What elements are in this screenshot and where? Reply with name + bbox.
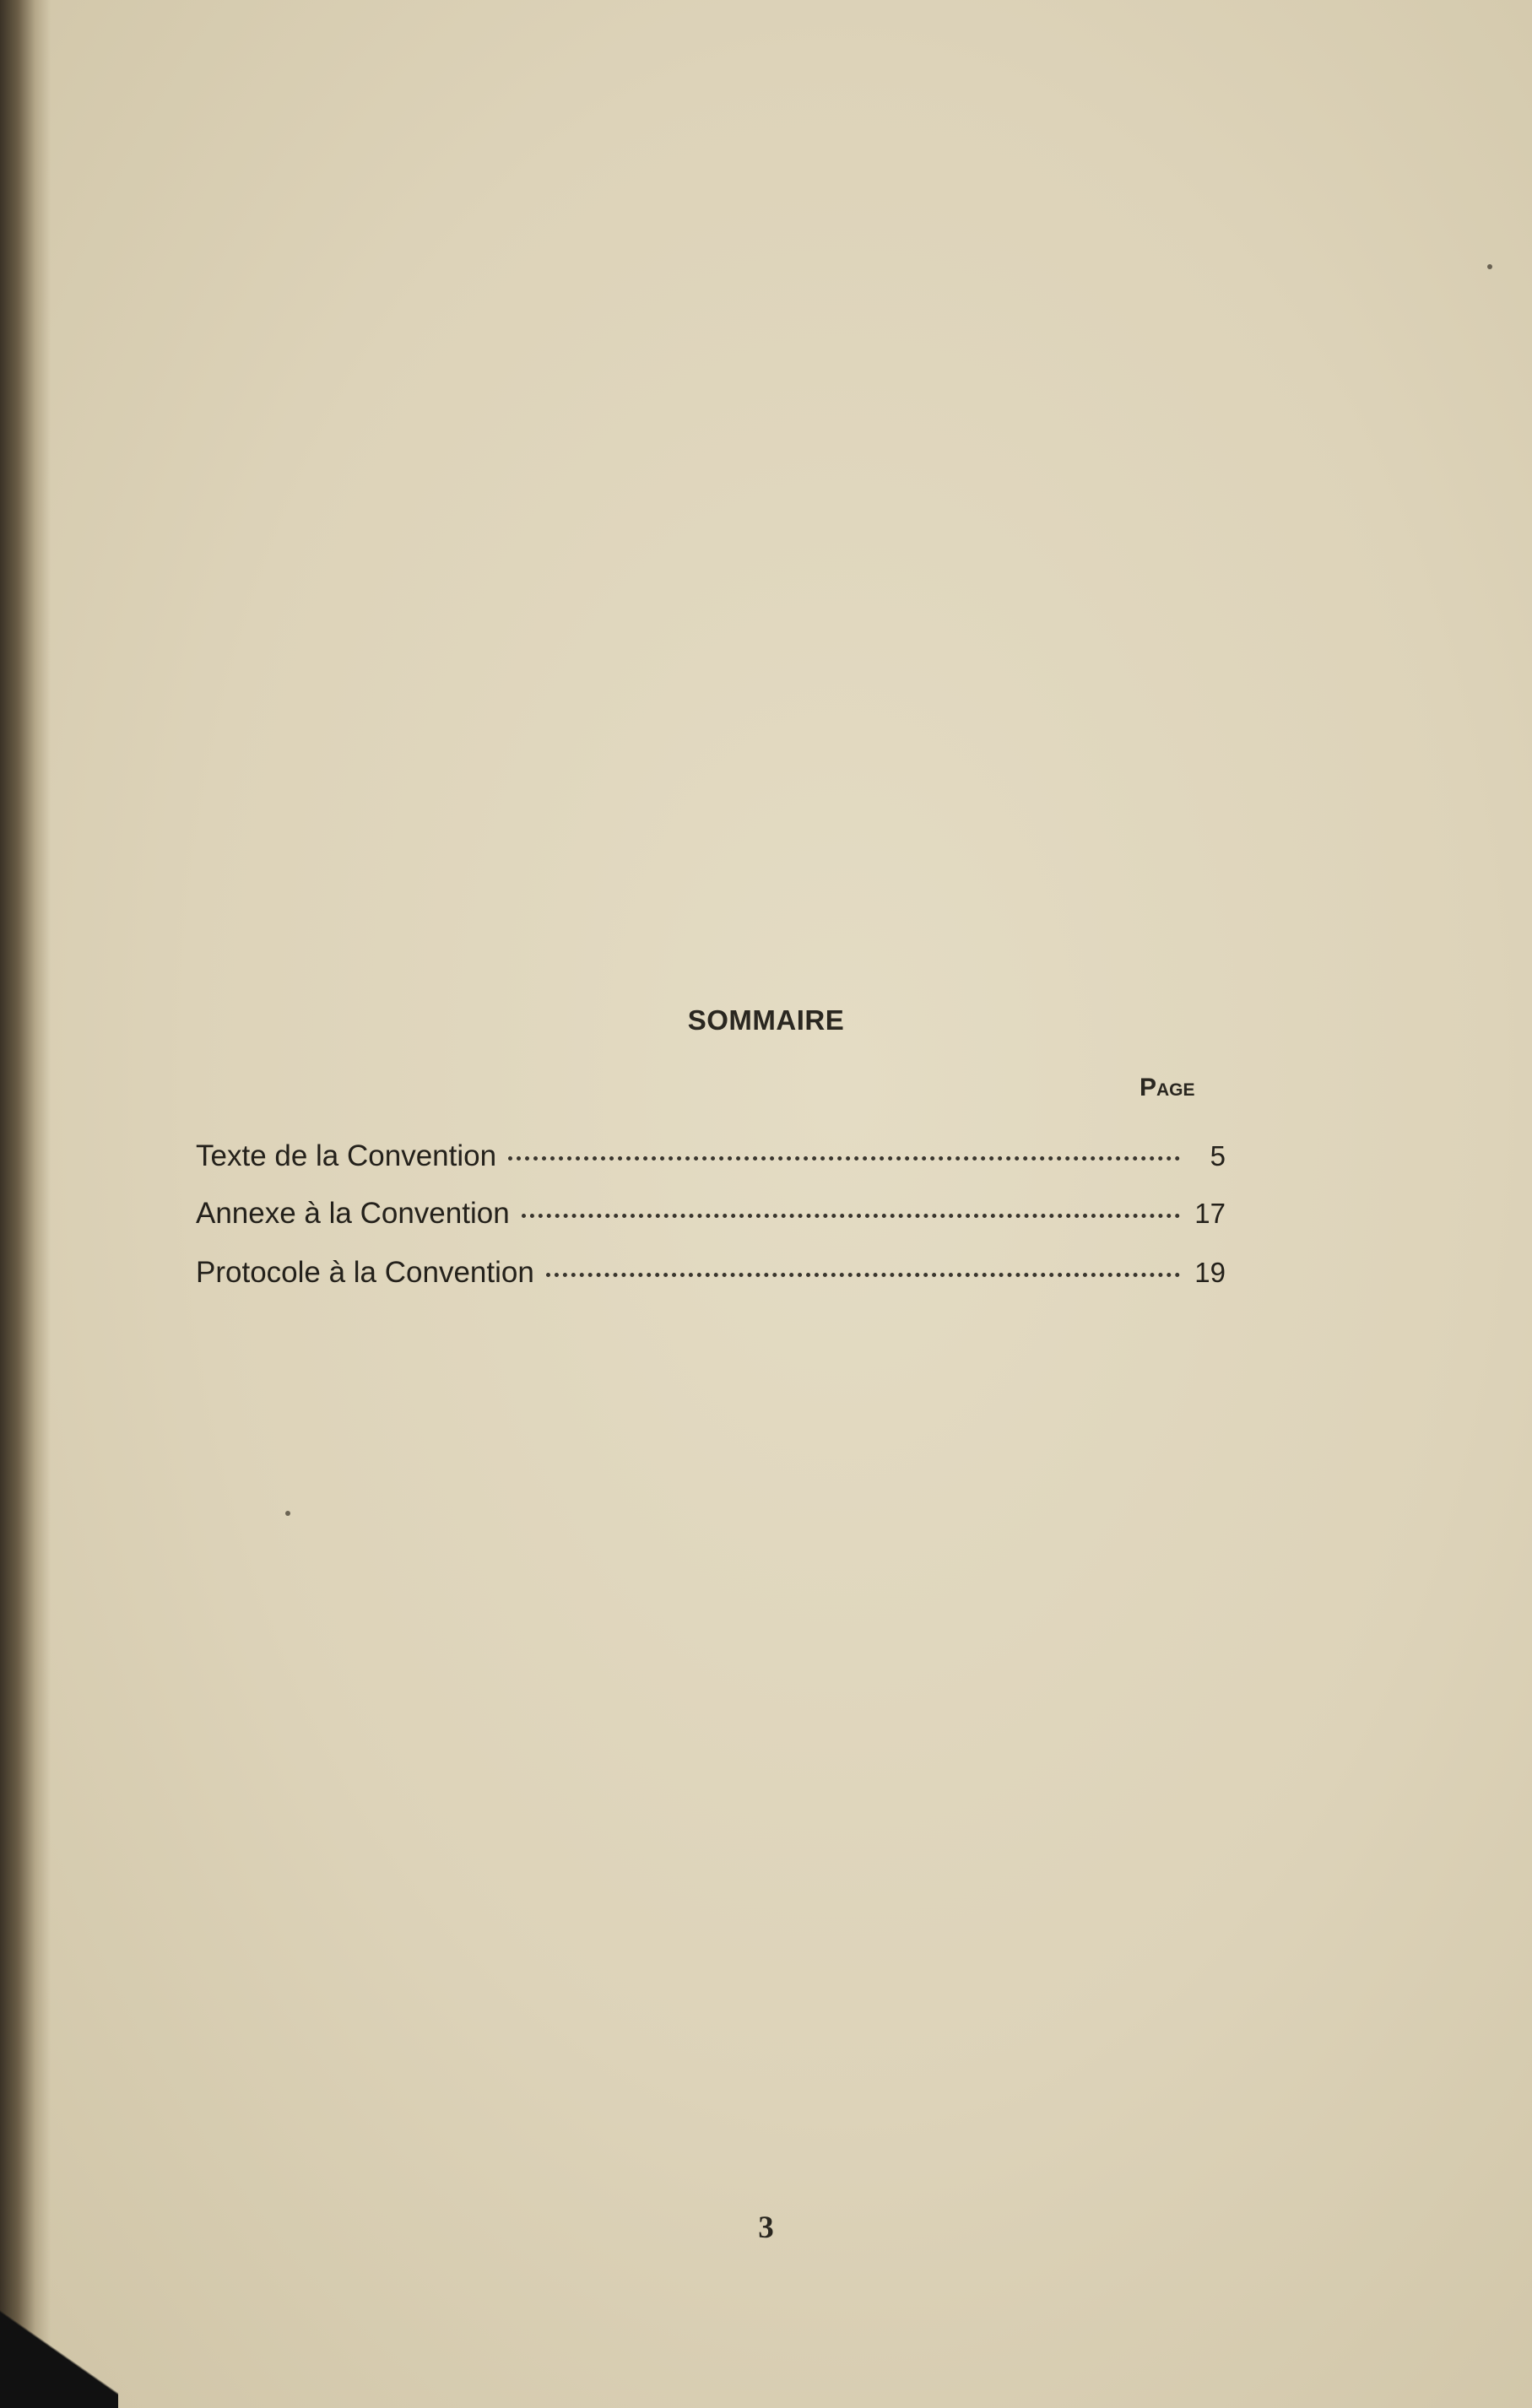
print-speck [1487, 264, 1492, 269]
toc-entry-title: Protocole à la Convention [196, 1256, 534, 1289]
toc-entry[interactable] [196, 1197, 1226, 1236]
toc-entry-title: Texte de la Convention [196, 1139, 497, 1172]
toc-entry[interactable] [196, 1139, 1226, 1178]
toc-entry-title: Annexe à la Convention [196, 1197, 510, 1230]
toc-entry-page: 19 [1194, 1257, 1226, 1288]
toc-entry-page: 5 [1210, 1140, 1226, 1172]
page-title: SOMMAIRE [687, 1004, 845, 1036]
bleed-through-text [97, 304, 1389, 1907]
toc-entry-page: 17 [1194, 1198, 1226, 1229]
dot-leader [508, 1155, 1180, 1161]
page-corner-shadow [0, 2239, 118, 2408]
dot-leader [546, 1272, 1180, 1277]
toc-entry[interactable] [196, 1256, 1226, 1295]
page-number: 3 [758, 2210, 774, 2245]
dot-leader [522, 1213, 1180, 1218]
page-binding-shadow [0, 0, 51, 2408]
page-column-label: Page [1140, 1074, 1195, 1101]
print-speck [285, 1511, 290, 1516]
